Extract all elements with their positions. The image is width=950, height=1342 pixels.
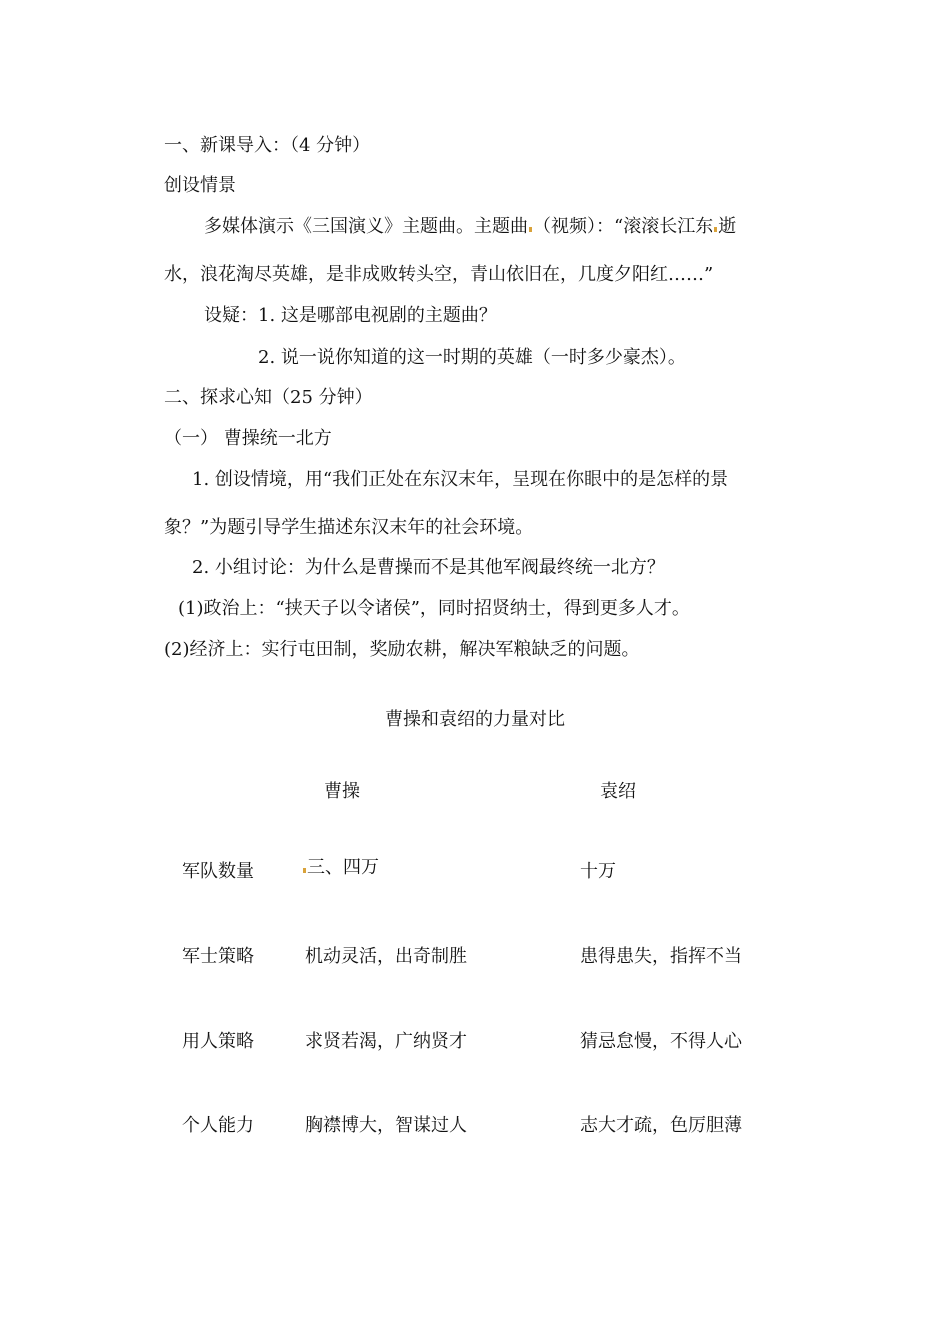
row-caocao-value (302, 856, 379, 880)
edit-marker-icon (529, 227, 532, 232)
point-1: (1)政治上：“挟天子以令诸侯”，同时招贤纳士，得到更多人才。 (178, 598, 690, 619)
row-yuanshao-value: 患得患失，指挥不当 (580, 946, 742, 967)
item-2: 2. 小组讨论：为什么是曹操而不是其他军阀最终统一北方？ (192, 557, 665, 578)
row-caocao-text: 三、四万 (307, 857, 379, 878)
column-header-caocao: 曹操 (324, 781, 360, 802)
edit-marker-icon (714, 227, 717, 232)
paragraph-intro-text-a: 多媒体演示《三国演义》主题曲。主题曲 (204, 216, 528, 237)
paragraph-intro-text-c: 逝 (718, 216, 737, 237)
question-1: 设疑：1. 这是哪部电视剧的主题曲？ (204, 305, 497, 326)
item-1-line-1: 1. 创设情境，用“我们正处在东汉末年，呈现在你眼中的是怎样的景 (192, 469, 729, 490)
row-yuanshao-value: 猜忌怠慢，不得人心 (580, 1031, 742, 1052)
section-2-heading: 二、探求心知（25 分钟） (164, 387, 373, 408)
paragraph-intro-line-1 (204, 215, 736, 239)
question-2: 2. 说一说你知道的这一时期的英雄（一时多少豪杰）。 (258, 347, 686, 368)
edit-marker-icon (303, 868, 306, 873)
point-2: (2)经济上：实行屯田制，奖励农耕，解决军粮缺乏的问题。 (164, 639, 640, 660)
row-caocao-value: 机动灵活，出奇制胜 (305, 946, 467, 967)
row-yuanshao-value: 十万 (580, 861, 616, 882)
part-1-title: （一） 曹操统一北方 (164, 428, 332, 449)
row-caocao-value: 胸襟博大，智谋过人 (305, 1115, 467, 1136)
row-label: 军队数量 (182, 861, 254, 882)
row-label: 个人能力 (182, 1115, 254, 1136)
column-header-yuanshao: 袁绍 (600, 781, 636, 802)
item-1-line-2: 象？”为题引导学生描述东汉末年的社会环境。 (164, 517, 534, 538)
comparison-title: 曹操和袁绍的力量对比 (385, 709, 565, 730)
row-caocao-value: 求贤若渴，广纳贤才 (305, 1031, 467, 1052)
section-1-subheading: 创设情景 (164, 175, 236, 196)
section-1-heading: 一、新课导入：（4 分钟） (164, 135, 371, 156)
paragraph-intro-text-b: （视频）：“滚滚长江东 (533, 216, 714, 237)
paragraph-intro-line-2: 水，浪花淘尽英雄，是非成败转头空，青山依旧在，几度夕阳红……” (164, 264, 714, 285)
row-yuanshao-value: 志大才疏，色厉胆薄 (580, 1115, 742, 1136)
row-label: 用人策略 (182, 1031, 254, 1052)
row-label: 军士策略 (182, 946, 254, 967)
